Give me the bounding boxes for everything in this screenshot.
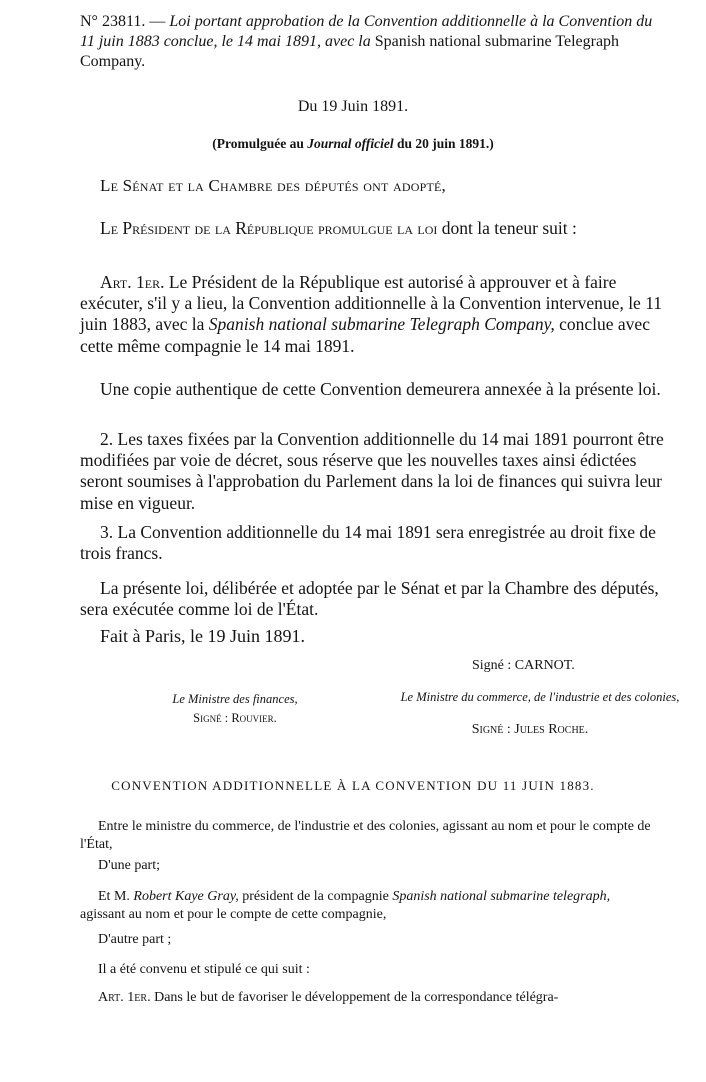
article-1 [80, 272, 668, 357]
party-2-prefix: Et M. [98, 889, 130, 904]
convention-article-1-text: Dans le but de favoriser le développement de la correspondance télégra- [154, 990, 559, 1005]
article-2: 2. Les taxes fixées par la Convention additionnelle du 14 mai 1891 pourront être modifiées par voie de décret, sous réserve que les nouvelles taxes ainsi édictées seront soumises à l'approbation du Parlement dans la loi de finances qui suivra leur mise en vigueur. [80, 429, 664, 513]
law-number: N° 23811. — [80, 13, 166, 30]
convention-party-1: Entre le ministre du commerce, de l'industrie et des colonies, agissant au nom et pour le compte de l'État, [80, 819, 651, 852]
law-heading [80, 12, 670, 72]
commerce-minister-signature: Signé : Jules Roche. [471, 722, 589, 737]
article-1-text-a: Le Président de la République est autorisé à approuver et à faire exécuter, s'il y a lieu, la Convention additionnelle à la Convention intervenue, le 11 juin 1883, avec la [80, 272, 663, 335]
law-title-italic: Loi portant approbation de la Convention additionnelle à la Convention du 11 juin 1883 conclue, le 14 mai 1891, avec la [80, 13, 653, 50]
journal-officiel: Journal officiel [307, 136, 394, 151]
promulgation-line [80, 218, 666, 239]
law-title-company: Spanish national submarine Telegraph Company. [80, 33, 620, 70]
convention-part-1: D'une part; [98, 858, 161, 873]
promulgation-close: du 20 juin 1891.) [396, 136, 494, 151]
finance-minister-title: Le Ministre des finances, [172, 692, 298, 706]
finance-minister-block [120, 690, 350, 728]
president-signature: Signé : CARNOT. [472, 658, 575, 673]
article-1-company: Spanish national submarine Telegraph Company, [208, 314, 555, 335]
law-date: Du 19 Juin 1891. [297, 98, 409, 115]
article-1-label: Art. 1er. [100, 272, 165, 292]
article-3: 3. La Convention additionnelle du 14 mai 1891 sera enregistrée au droit fixe de trois francs. [80, 522, 656, 564]
convention-title: CONVENTION ADDITIONNELLE À LA CONVENTION DU 11 JUIN 1883. [111, 778, 595, 793]
finance-minister-signature: Signé : Rouvier. [193, 711, 277, 725]
convention-party-2 [80, 888, 652, 923]
convention-agreed: Il a été convenu et stipulé ce qui suit : [98, 962, 310, 977]
commerce-minister-title: Le Ministre du commerce, de l'industrie et des colonies, [400, 690, 680, 704]
convention-part-2: D'autre part ; [98, 932, 172, 947]
annex-paragraph: Une copie authentique de cette Convention demeurera annexée à la présente loi. [100, 379, 661, 399]
adopted-line: Le Sénat et la Chambre des députés ont adopté, [100, 176, 446, 195]
execution-paragraph: La présente loi, délibérée et adoptée par le Sénat et par la Chambre des députés, sera exécutée comme loi de l'État. [80, 578, 659, 620]
article-1-text-b: conclue avec cette même compagnie le 14 mai 1891. [80, 314, 650, 356]
place-date-signed: Fait à Paris, le 19 Juin 1891. [100, 626, 305, 646]
party-2-name: Robert Kaye Gray, [133, 889, 239, 904]
party-2-role: président de la compagnie [242, 889, 389, 904]
promulgates-smallcaps: Le Président de la République promulgue la loi [100, 218, 438, 238]
convention-article-1 [80, 989, 652, 1007]
promulgation-note [0, 136, 706, 152]
promulgation-open: (Promulguée au [212, 136, 304, 151]
promulgates-tail: dont la teneur suit : [441, 218, 577, 238]
party-2-company: Spanish national submarine telegraph, [392, 889, 611, 904]
convention-article-1-label: Art. 1er. [98, 990, 151, 1005]
party-2-tail: agissant au nom et pour le compte de cette compagnie, [80, 906, 387, 922]
